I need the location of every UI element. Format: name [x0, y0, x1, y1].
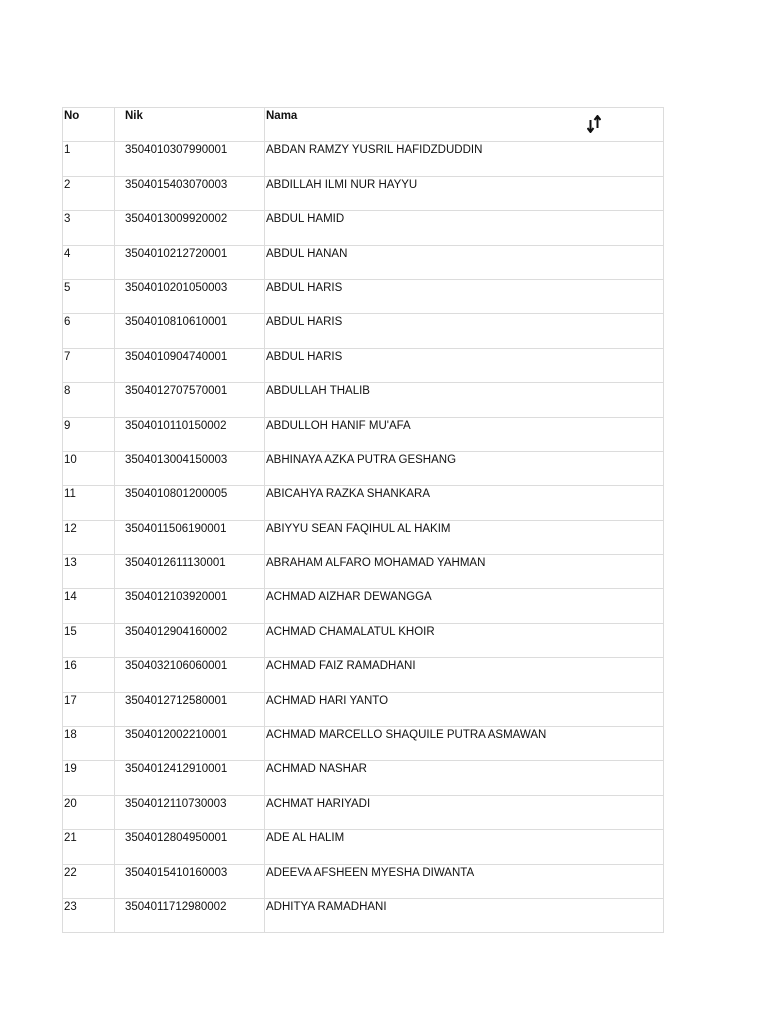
cell-nik-text: 3504010201050003 — [125, 281, 228, 294]
cell-nama — [265, 623, 664, 657]
cell-nik — [115, 623, 265, 657]
cell-nama — [265, 830, 664, 864]
cell-no — [63, 555, 115, 589]
cell-nama — [265, 898, 664, 932]
cell-nama-text: ACHMAD CHAMALATUL KHOIR — [266, 625, 435, 638]
cell-no — [63, 486, 115, 520]
cell-no-text: 16 — [64, 660, 77, 673]
table-row[interactable] — [63, 555, 664, 589]
cell-no-text: 5 — [64, 281, 71, 294]
cell-no-text: 18 — [64, 729, 77, 742]
cell-nama-text: ACHMAD AIZHAR DEWANGGA — [266, 591, 432, 604]
cell-no — [63, 589, 115, 623]
table-row[interactable] — [63, 761, 664, 795]
table-row[interactable] — [63, 727, 664, 761]
cell-no — [63, 142, 115, 176]
table-row[interactable] — [63, 589, 664, 623]
cell-no — [63, 692, 115, 726]
table-row[interactable] — [63, 245, 664, 279]
cell-no — [63, 176, 115, 210]
cell-nik — [115, 898, 265, 932]
cell-no — [63, 795, 115, 829]
cell-nik-text: 3504013004150003 — [125, 453, 228, 466]
table-row[interactable] — [63, 623, 664, 657]
cell-no-text: 4 — [64, 247, 71, 260]
cell-no — [63, 727, 115, 761]
cell-no-text: 12 — [64, 522, 77, 535]
cell-nama-text: ABRAHAM ALFARO MOHAMAD YAHMAN — [266, 557, 486, 570]
cell-nik-text: 3504015410160003 — [125, 866, 228, 879]
cell-nama — [265, 314, 664, 348]
data-table — [62, 107, 664, 933]
cell-nik — [115, 451, 265, 485]
cell-no-text: 9 — [64, 419, 71, 432]
cell-no-text: 7 — [64, 350, 71, 363]
cell-no-text: 22 — [64, 866, 77, 879]
table-row[interactable] — [63, 692, 664, 726]
cell-no — [63, 451, 115, 485]
cell-nama — [265, 486, 664, 520]
cell-nama-text: ABDUL HANAN — [266, 247, 348, 260]
cell-nama — [265, 727, 664, 761]
cell-no-text: 14 — [64, 591, 77, 604]
cell-no — [63, 245, 115, 279]
cell-nik — [115, 314, 265, 348]
cell-nik-text: 3504015403070003 — [125, 178, 228, 191]
cell-nama-text: ABHINAYA AZKA PUTRA GESHANG — [266, 453, 457, 466]
cell-nik — [115, 795, 265, 829]
cell-no — [63, 417, 115, 451]
table-row[interactable] — [63, 830, 664, 864]
sort-up-down-icon[interactable] — [587, 115, 601, 133]
cell-no-text: 8 — [64, 385, 71, 398]
cell-nik — [115, 348, 265, 382]
cell-nik-text: 3504010307990001 — [125, 144, 228, 157]
cell-nama-text: ABDUL HARIS — [266, 350, 343, 363]
cell-nama-text: ADE AL HALIM — [266, 832, 345, 845]
cell-no-text: 2 — [64, 178, 71, 191]
cell-no-text: 13 — [64, 557, 77, 570]
cell-nama — [265, 142, 664, 176]
cell-nama — [265, 795, 664, 829]
cell-no — [63, 279, 115, 313]
cell-nama — [265, 864, 664, 898]
cell-no-text: 15 — [64, 625, 77, 638]
cell-nama — [265, 279, 664, 313]
cell-nama — [265, 348, 664, 382]
column-header-no-label: No — [64, 110, 80, 122]
cell-no — [63, 314, 115, 348]
data-table-container — [62, 107, 663, 933]
cell-no — [63, 383, 115, 417]
cell-no — [63, 520, 115, 554]
table-row[interactable] — [63, 142, 664, 176]
cell-nama-text: ABDAN RAMZY YUSRIL HAFIDZDUDDIN — [266, 144, 483, 157]
cell-nama-text: ADEEVA AFSHEEN MYESHA DIWANTA — [266, 866, 475, 879]
cell-nik — [115, 279, 265, 313]
cell-no — [63, 211, 115, 245]
cell-no-text: 23 — [64, 900, 77, 913]
cell-no — [63, 348, 115, 382]
cell-nik-text: 3504010110150002 — [125, 419, 227, 432]
cell-nama — [265, 211, 664, 245]
table-row[interactable] — [63, 383, 664, 417]
cell-no-text: 10 — [64, 453, 77, 466]
cell-no-text: 20 — [64, 797, 77, 810]
header-row — [63, 108, 664, 142]
cell-nik — [115, 142, 265, 176]
cell-nik — [115, 589, 265, 623]
cell-nik — [115, 555, 265, 589]
cell-nik — [115, 830, 265, 864]
cell-nama-text: ABDUL HARIS — [266, 316, 343, 329]
column-header-nik[interactable] — [115, 108, 265, 142]
column-header-nama-label: Nama — [266, 110, 298, 122]
cell-no-text: 19 — [64, 763, 77, 776]
table-row[interactable] — [63, 211, 664, 245]
cell-nik — [115, 864, 265, 898]
cell-nik — [115, 761, 265, 795]
cell-nik — [115, 211, 265, 245]
cell-no-text: 3 — [64, 213, 71, 226]
cell-nik-text: 3504012804950001 — [125, 832, 228, 845]
cell-nama — [265, 245, 664, 279]
cell-no-text: 17 — [64, 694, 77, 707]
cell-nik — [115, 727, 265, 761]
cell-no — [63, 830, 115, 864]
table-row[interactable] — [63, 486, 664, 520]
cell-nama — [265, 417, 664, 451]
cell-no — [63, 761, 115, 795]
cell-nik-text: 3504010904740001 — [125, 350, 228, 363]
cell-nama-text: ACHMAT HARIYADI — [266, 797, 371, 810]
cell-nik — [115, 417, 265, 451]
cell-nama-text: ACHMAD MARCELLO SHAQUILE PUTRA ASMAWAN — [266, 729, 547, 742]
cell-nama-text: ACHMAD FAIZ RAMADHANI — [266, 660, 416, 673]
cell-nama — [265, 555, 664, 589]
cell-nik-text: 3504012611130001 — [125, 557, 226, 570]
column-header-no[interactable] — [63, 108, 115, 142]
cell-nik-text: 3504012904160002 — [125, 625, 228, 638]
cell-nama-text: ABICAHYA RAZKA SHANKARA — [266, 488, 431, 501]
cell-no-text: 6 — [64, 316, 71, 329]
cell-nama-text: ABDUL HAMID — [266, 213, 345, 226]
table-row[interactable] — [63, 279, 664, 313]
cell-nama-text: ABDUL HARIS — [266, 281, 343, 294]
cell-nama-text: ABIYYU SEAN FAQIHUL AL HAKIM — [266, 522, 451, 535]
cell-nama-text: ADHITYA RAMADHANI — [266, 900, 387, 913]
cell-nik-text: 3504011506190001 — [125, 522, 227, 535]
cell-nik — [115, 383, 265, 417]
cell-nama — [265, 383, 664, 417]
cell-nama-text: ACHMAD NASHAR — [266, 763, 367, 776]
cell-nama-text: ACHMAD HARI YANTO — [266, 694, 389, 707]
table-header — [63, 108, 664, 142]
cell-nama — [265, 451, 664, 485]
table-row[interactable] — [63, 451, 664, 485]
cell-nik-text: 3504010212720001 — [125, 247, 228, 260]
cell-nama — [265, 761, 664, 795]
cell-nama — [265, 658, 664, 692]
cell-nama — [265, 692, 664, 726]
table-row[interactable] — [63, 417, 664, 451]
cell-nama — [265, 176, 664, 210]
cell-nama-text: ABDULLAH THALIB — [266, 385, 370, 398]
table-row[interactable] — [63, 314, 664, 348]
cell-nik-text: 3504012707570001 — [125, 385, 228, 398]
cell-no — [63, 658, 115, 692]
cell-nik-text: 3504013009920002 — [125, 213, 228, 226]
cell-no — [63, 623, 115, 657]
cell-nik-text: 3504012712580001 — [125, 694, 228, 707]
cell-nik — [115, 692, 265, 726]
cell-nik-text: 3504012412910001 — [125, 763, 228, 776]
cell-nama-text: ABDILLAH ILMI NUR HAYYU — [266, 178, 418, 191]
cell-nik-text: 3504012103920001 — [125, 591, 228, 604]
cell-no-text: 21 — [64, 832, 77, 845]
table-row[interactable] — [63, 520, 664, 554]
table-row[interactable] — [63, 176, 664, 210]
cell-nama — [265, 520, 664, 554]
cell-nik-text: 3504010801200005 — [125, 488, 228, 501]
cell-nik-text: 3504032106060001 — [125, 660, 228, 673]
cell-nama-text: ABDULLOH HANIF MU'AFA — [266, 419, 411, 432]
cell-nama — [265, 589, 664, 623]
cell-no — [63, 898, 115, 932]
table-row[interactable] — [63, 795, 664, 829]
cell-nik-text: 3504010810610001 — [125, 316, 228, 329]
table-row[interactable] — [63, 658, 664, 692]
cell-nik — [115, 658, 265, 692]
column-header-nama[interactable] — [265, 108, 664, 142]
cell-nik-text: 3504012002210001 — [125, 729, 228, 742]
table-row[interactable] — [63, 898, 664, 932]
column-header-nik-label: Nik — [125, 110, 143, 122]
cell-no-text: 1 — [64, 144, 71, 157]
cell-nik-text: 3504012110730003 — [125, 797, 227, 810]
table-row[interactable] — [63, 864, 664, 898]
cell-nik — [115, 245, 265, 279]
cell-nik — [115, 520, 265, 554]
cell-nik-text: 3504011712980002 — [125, 900, 227, 913]
cell-nik — [115, 176, 265, 210]
cell-no — [63, 864, 115, 898]
table-row[interactable] — [63, 348, 664, 382]
table-body — [63, 142, 664, 933]
cell-no-text: 11 — [64, 488, 76, 501]
cell-nik — [115, 486, 265, 520]
